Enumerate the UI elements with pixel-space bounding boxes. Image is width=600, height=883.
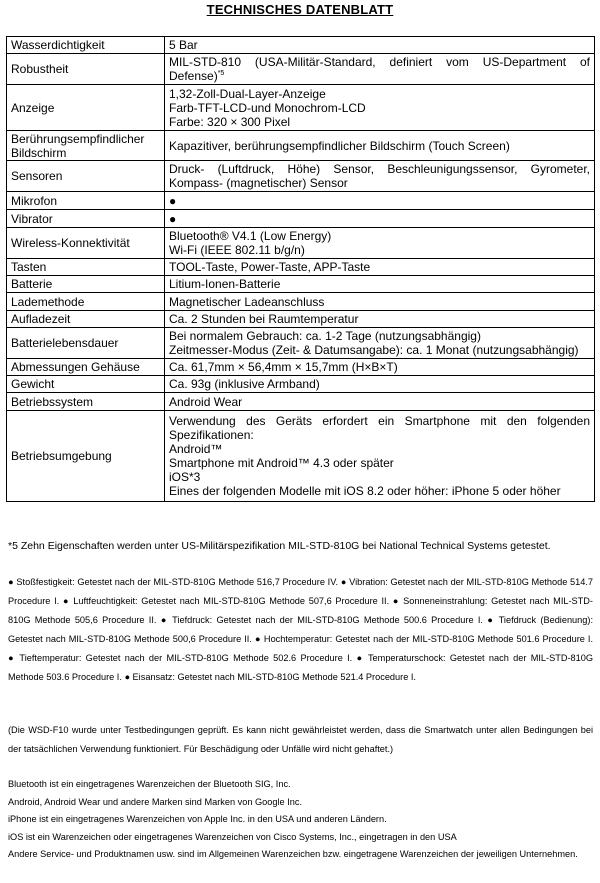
row-label: Berührungsempfindlicher Bildschirm — [7, 131, 165, 161]
row-value — [165, 85, 595, 131]
trademark-line: iPhone ist ein eingetragenes Warenzeichen von Apple Inc. in den USA und anderen Ländern. — [8, 814, 387, 825]
value-line: Ca. 93g (inklusive Armband) — [169, 377, 320, 391]
row-value — [165, 311, 595, 328]
value-line: TOOL-Taste, Power-Taste, APP-Taste — [169, 260, 371, 274]
value-line: Verwendung des Geräts erfordert ein Smartphone mit den folgenden — [169, 414, 590, 428]
trademark-line: Bluetooth ist ein eingetragenes Warenzeichen der Bluetooth SIG, Inc. — [8, 779, 291, 789]
row-value — [165, 376, 595, 393]
table-row — [7, 276, 595, 293]
value-line: Wi-Fi (IEEE 802.11 b/g/n) — [169, 243, 305, 257]
row-value — [165, 411, 595, 502]
table-row — [7, 293, 595, 311]
bullet-icon: ● — [169, 193, 177, 208]
table-row — [7, 37, 595, 54]
table-row — [7, 54, 595, 85]
row-label: Sensoren — [7, 161, 165, 192]
value-line: Bei normalem Gebrauch: ca. 1-2 Tage (nutzungsabhängig) — [169, 329, 481, 343]
value-line: Kompass- (magnetischer) Sensor — [169, 176, 348, 190]
table-row — [7, 411, 595, 502]
value-line: Smartphone mit Android™ 4.3 oder später — [169, 456, 394, 470]
trademark-line: Android, Android Wear und andere Marken sind Marken von Google Inc. — [8, 796, 302, 807]
value-line: Bluetooth® V4.1 (Low Energy) — [169, 229, 332, 243]
value-line: Defense) — [169, 69, 218, 83]
row-label: Gewicht — [7, 376, 165, 393]
row-value — [165, 276, 595, 293]
row-label: Wasserdichtigkeit — [7, 37, 165, 54]
table-row — [7, 311, 595, 328]
disclaimer: (Die WSD-F10 wurde unter Testbedingungen geprüft. Es kann nicht gewährleistet werden, dass die Smartwatch unter allen Bedingungen bei der tatsächlichen Verwendung funktioniert. Für Beschädigung oder Unfälle wird nicht gehaftet.) — [8, 725, 593, 754]
table-row — [7, 161, 595, 192]
trademark-line: Andere Service- und Produktnamen usw. sind im Allgemeinen Warenzeichen bzw. eingetragene Warenzeichen der jeweiligen Unternehmen. — [8, 849, 578, 860]
row-value — [165, 161, 595, 192]
row-value — [165, 293, 595, 311]
row-label: Anzeige — [7, 85, 165, 131]
row-value — [165, 393, 595, 411]
row-label: Wireless-Konnektivität — [7, 228, 165, 259]
table-row — [7, 85, 595, 131]
row-label: Batterie — [7, 276, 165, 293]
table-row — [7, 359, 595, 376]
value-line: 5 Bar — [169, 38, 198, 52]
row-value — [165, 328, 595, 359]
table-row — [7, 328, 595, 359]
row-label: Betriebssystem — [7, 393, 165, 411]
row-value — [165, 210, 595, 228]
value-line: Eines der folgenden Modelle mit iOS 8.2 oder höher: iPhone 5 oder höher — [169, 484, 561, 498]
table-row — [7, 192, 595, 210]
table-row — [7, 393, 595, 411]
row-label: Robustheit — [7, 54, 165, 85]
trademark-notes — [8, 776, 593, 864]
value-line: 1,32-Zoll-Dual-Layer-Anzeige — [169, 86, 326, 101]
value-line: MIL-STD-810 (USA-Militär-Standard, definiert vom US-Department of — [169, 55, 590, 69]
row-value — [165, 359, 595, 376]
value-line: Android™ — [169, 442, 223, 456]
row-label: Abmessungen Gehäuse — [7, 359, 165, 376]
table-row — [7, 228, 595, 259]
value-line: Druck- (Luftdruck, Höhe) Sensor, Beschleunigungssensor, Gyrometer, — [169, 162, 590, 176]
trademark-line: iOS ist ein Warenzeichen oder eingetragenes Warenzeichen von Cisco Systems, Inc., eingetragen in den USA — [8, 831, 457, 842]
row-label: Betriebsumgebung — [7, 411, 165, 502]
table-row — [7, 259, 595, 276]
row-label: Aufladezeit — [7, 311, 165, 328]
value-line: Spezifikationen: — [169, 428, 254, 442]
spec-table — [6, 36, 595, 502]
value-line: Litium-Ionen-Batterie — [169, 277, 281, 291]
row-value — [165, 54, 595, 85]
footnote-marker: *5 — [217, 70, 225, 77]
table-row — [7, 376, 595, 393]
row-label: Tasten — [7, 259, 165, 276]
value-line: Zeitmesser-Modus (Zeit- & Datumsangabe): ca. 1 Monat (nutzungsabhängig) — [169, 343, 579, 357]
row-value — [165, 259, 595, 276]
footnote-5: *5 Zehn Eigenschaften werden unter US-Militärspezifikation MIL-STD-810G bei National Technical Systems getestet. — [8, 540, 551, 552]
row-value — [165, 228, 595, 259]
row-label: Vibrator — [7, 210, 165, 228]
value-line: iOS*3 — [169, 470, 201, 484]
bullet-icon: ● — [169, 211, 177, 226]
row-label: Mikrofon — [7, 192, 165, 210]
value-line: Kapazitiver, berührungsempfindlicher Bildschirm (Touch Screen) — [169, 138, 510, 153]
row-value — [165, 131, 595, 161]
value-line: Farb-TFT-LCD-und Monochrom-LCD — [169, 100, 366, 115]
row-value — [165, 37, 595, 54]
row-value — [165, 192, 595, 210]
value-line: Ca. 2 Stunden bei Raumtemperatur — [169, 312, 359, 326]
value-line: Android Wear — [169, 394, 243, 409]
row-label: Lademethode — [7, 293, 165, 311]
table-row — [7, 131, 595, 161]
value-line: Farbe: 320 × 300 Pixel — [169, 114, 291, 129]
row-label: Batterielebensdauer — [7, 328, 165, 359]
value-line: Ca. 61,7mm × 56,4mm × 15,7mm (H×B×T) — [169, 360, 398, 374]
value-line: Magnetischer Ladeanschluss — [169, 294, 325, 309]
page-title: TECHNISCHES DATENBLATT — [206, 2, 394, 17]
table-row — [7, 210, 595, 228]
test-list: ● Stoßfestigkeit: Getestet nach der MIL-STD-810G Methode 516,7 Procedure IV. ● Vibration: Getestet nach der MIL-STD-810G Methode 514.7 Procedure I. ● Luftfeuchtigkeit: Getestet nach MIL-STD-810G Methode 507,6 Procedure II. ● Sonneneinstrahlung: Getestet nach MIL-STD-810G Methode 505,6 Procedure II. ● Tiefdruck: Getestet nach der MIL-STD-810G Methode 500.6 Procedure I. ● Tiefdruck (Bedienung): Getestet nach MIL-STD-810G Methode 500,6 Procedure II. ● Hochtemperatur: Getestet nach der MIL-STD-810G Methode 501.6 Procedure I. ● Tieftemperatur: Getestet nach der MIL-STD-810G Methode 502.6 Procedure I. ● Temperaturschock: Getestet nach der MIL-STD-810G Methode 503.6 Procedure I. ● Eisansatz: Getestet nach MIL-STD-810G Methode 521.4 Procedure I. — [8, 577, 593, 682]
